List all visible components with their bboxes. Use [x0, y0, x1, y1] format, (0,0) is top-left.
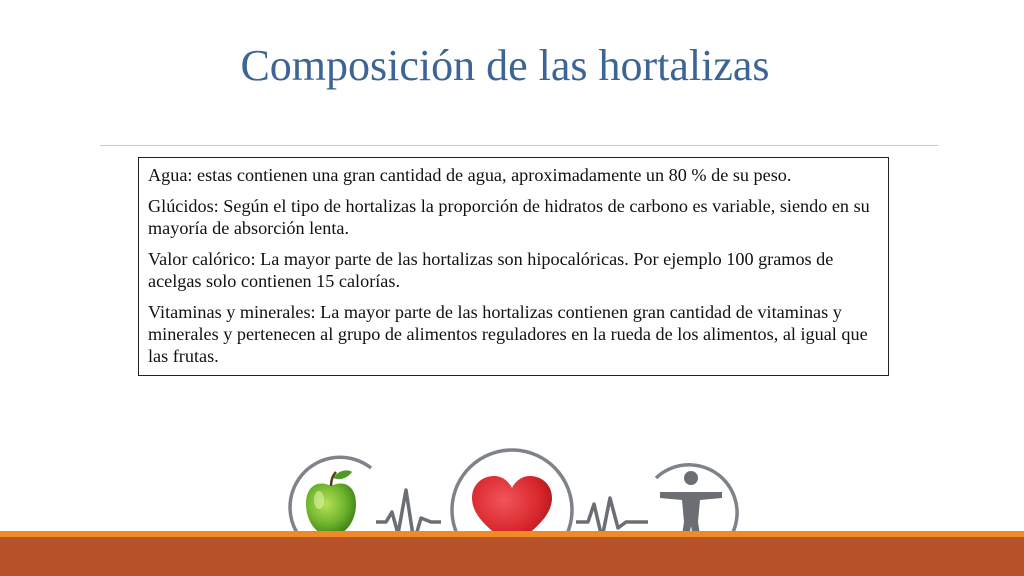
title-divider: [100, 145, 938, 146]
slide-title: Composición de las hortalizas: [240, 41, 770, 90]
content-box: [138, 157, 889, 376]
paragraph-glucidos: Glúcidos: Según el tipo de hortalizas la proporción de hidratos de carbono es variable, siendo en su mayoría de absorción lenta.: [148, 196, 870, 238]
paragraph-valor-calorico: Valor calórico: La mayor parte de las hortalizas son hipocalóricas. Por ejemplo 100 gramos de acelgas solo contienen 15 calorías.: [148, 249, 834, 291]
paragraph-agua: Agua: estas contienen una gran cantidad de agua, aproximadamente un 80 % de su peso.: [148, 165, 792, 185]
footer-bar: [0, 537, 1024, 576]
apple-icon: [306, 470, 356, 534]
paragraph-vitaminas: Vitaminas y minerales: La mayor parte de las hortalizas contienen gran cantidad de vitaminas y minerales y pertenecen al grupo de alimentos reguladores en la rueda de los alimentos, al igual que las frutas.: [148, 302, 868, 366]
